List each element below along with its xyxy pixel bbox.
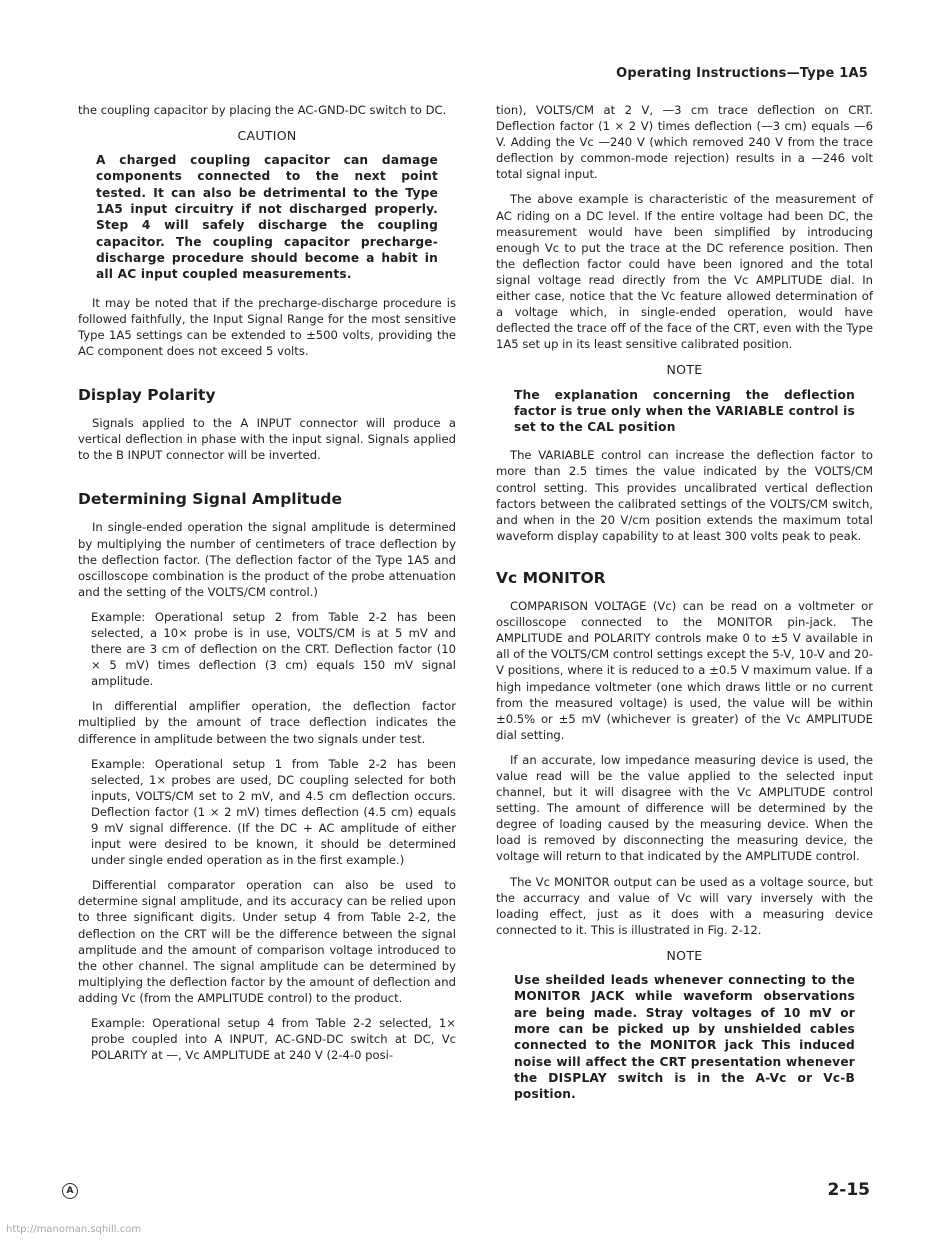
watermark: http://manoman.sqhill.com bbox=[6, 1224, 142, 1235]
section-heading-signal-amplitude: Determining Signal Amplitude bbox=[78, 490, 342, 509]
paragraph: the coupling capacitor by placing the AC-GND-DC switch to DC. bbox=[78, 103, 447, 117]
note-title: NOTE bbox=[666, 947, 703, 963]
example-paragraph: Example: Operational setup 4 from Table 2-2 selected, 1× probe coupled into A INPUT, AC-GND-DC switch at DC, Vc POLARITY at —, Vc AMPLITUDE at 240 V (2-4-0 posi- bbox=[91, 1016, 456, 1063]
paragraph: In differential amplifier operation, the deflection factor multiplied by the amount of trace deflection indicates the difference in amplitude between the two signals under test. bbox=[78, 699, 456, 746]
paragraph: The VARIABLE control can increase the deflection factor to more than 2.5 times the value indicated by the VOLTS/CM control setting. This provides uncalibrated vertical deflection factors between the calibrated settings of the VOLTS/CM switch, and when in the 20 V/cm position extends the maximum total waveform display capability to at least 300 volts peak to peak. bbox=[496, 448, 873, 543]
section-heading-display-polarity: Display Polarity bbox=[78, 385, 216, 404]
paragraph: If an accurate, low impedance measuring device is used, the value read will be the value applied to the selected input channel, but it will disagree with the Vc AMPLITUDE control setting. The amount of difference will be determined by the degree of loading caused by the measuring device. When the load is removed by disconnecting the measuring device, the voltage will return to that indicated by the AMPLITUDE control. bbox=[496, 752, 873, 864]
paragraph: Differential comparator operation can also be used to determine signal amplitude, and its accuracy can be relied upon to three significant digits. Under setup 4 from Table 2-2, the deflection on the CRT will be the difference between the signal amplitude and the amount of comparison voltage introduced to the other channel. The signal amplitude can be determined by multiplying the deflection factor by the amount of deflection and adding Vc (from the AMPLITUDE control) to the product. bbox=[78, 878, 456, 1005]
note-title: NOTE bbox=[666, 362, 703, 378]
section-heading-vc-monitor: Vc MONITOR bbox=[496, 568, 606, 587]
paragraph: The above example is characteristic of the measurement of AC riding on a DC level. If the entire voltage had been DC, the measurement would have been simplified by introducing enough Vc to put the trace at the DC reference position. Then the deflection factor could have been ignored and the total signal voltage read directly from the Vc AMPLITUDE dial. In either case, notice that the Vc feature allowed determination of a voltage which, in single-ended operation, would have deflected the trace off of the face of the CRT, even with the Type 1A5 set up in its least sensitive calibrated position. bbox=[496, 192, 873, 352]
publisher-mark: A bbox=[62, 1183, 78, 1199]
right-column bbox=[496, 102, 873, 1114]
note-body: Use sheilded leads whenever connecting to the MONITOR JACK while waveform observations are being made. Stray voltages of 10 mV or more can be picked up by unshielded cables connected to the MONITOR jack This induced noise will affect the CRT presentation whenever the DISPLAY switch is in the A-Vc or Vc-B position. bbox=[514, 973, 855, 1102]
paragraph: Signals applied to the A INPUT connector will produce a vertical deflection in phase with the input signal. Signals applied to the B INPUT connector will be inverted. bbox=[78, 416, 456, 463]
paragraph: The Vc MONITOR output can be used as a voltage source, but the accurracy and value of Vc will vary inversely with the loading effect, just as it does with a measuring device connected to it. This is illustrated in Fig. 2-12. bbox=[496, 874, 873, 937]
example-paragraph: Example: Operational setup 1 from Table 2-2 has been selected, 1× probes are used, DC coupling selected for both inputs, VOLTS/CM set to 2 mV, and 4.5 cm deflection occurs. Deflection factor (1 × 2 mV) times deflection (4.5 cm) equals 9 mV signal difference. (If the DC + AC amplitude of either input were desired to be known, it should be determined under single ended operation as in the first example.) bbox=[91, 756, 456, 868]
paragraph: tion), VOLTS/CM at 2 V, —3 cm trace deflection on CRT. Deflection factor (1 × 2 V) times deflection (—3 cm) equals —6 V. Adding the Vc —240 V (which removed 240 V from the trace deflection by common-mode rejection) results in a —246 volt total signal input. bbox=[496, 103, 873, 182]
page-number: 2-15 bbox=[827, 1180, 870, 1200]
note-body: The explanation concerning the deflection factor is true only when the VARIABLE control is set to the CAL position bbox=[514, 387, 855, 435]
caution-title: CAUTION bbox=[237, 128, 297, 144]
example-paragraph: Example: Operational setup 2 from Table 2-2 has been selected, a 10× probe is in use, VOLTS/CM is at 5 mV and there are 3 cm of deflection on the CRT. Deflection factor (10 × 5 mV) times deflection (3 cm) equals 150 mV signal amplitude. bbox=[91, 609, 456, 689]
paragraph: In single-ended operation the signal amplitude is determined by multiplying the number of centimeters of trace deflection by the deflection factor. (The deflection factor of the Type 1A5 and oscilloscope combination is the product of the probe attenuation and the setting of the VOLTS/CM control.) bbox=[78, 520, 456, 599]
paragraph: COMPARISON VOLTAGE (Vc) can be read on a voltmeter or oscilloscope connected to the MONITOR pin-jack. The AMPLITUDE and POLARITY controls make 0 to ±5 V available in all of the VOLTS/CM control settings except the 5-V, 10-V and 20-V positions, where it is reduced to a ±0.5 V maximum value. If a high impedance voltmeter (one which draws little or no current from the measured voltage) is used, the value will be within ±0.5% or ±5 mV (whichever is greater) of the Vc AMPLITUDE dial setting. bbox=[496, 599, 873, 742]
caution-body: A charged coupling capacitor can damage components connected to the next point tested. It can also be detrimental to the Type 1A5 input circuitry if not discharged properly. Step 4 will safely discharge the coupling capacitor. The coupling capacitor precharge-discharge procedure should become a habit in all AC input coupled measurements. bbox=[96, 153, 438, 282]
left-column bbox=[78, 102, 456, 1072]
paragraph: It may be noted that if the precharge-discharge procedure is followed faithfully, the Input Signal Range for the most sensitive Type 1A5 settings can be extended to ±500 volts, providing the AC component does not exceed 5 volts. bbox=[78, 295, 456, 358]
running-head: Operating Instructions—Type 1A5 bbox=[616, 66, 868, 81]
